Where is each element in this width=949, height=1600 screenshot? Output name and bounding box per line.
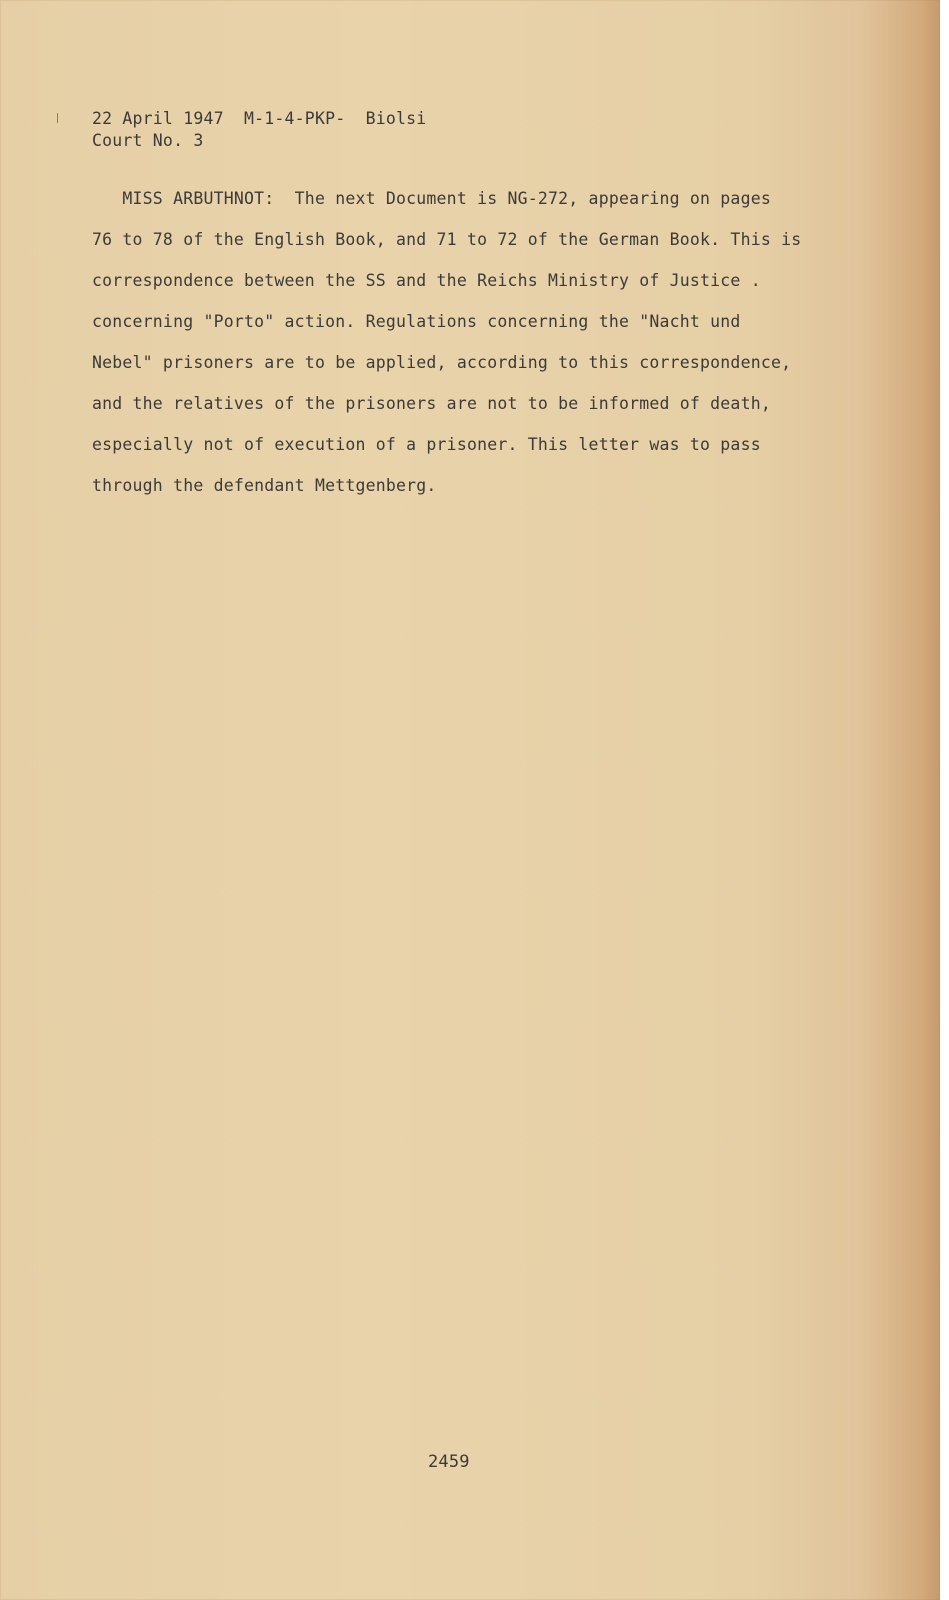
body-line: concerning "Porto" action. Regulations concerning the "Nacht und [92,312,741,331]
header-date-line: 22 April 1947 M-1-4-PKP- Biolsi [92,109,427,128]
transcript-body [92,188,812,516]
document-header [92,108,426,152]
body-line: especially not of execution of a prisoner. This letter was to pass [92,435,761,454]
page-number: 2459 [428,1452,470,1472]
body-line: correspondence between the SS and the Reichs Ministry of Justice . [92,271,761,290]
body-line: through the defendant Mettgenberg. [92,476,437,495]
margin-mark [57,113,58,123]
body-line: MISS ARBUTHNOT: The next Document is NG-272, appearing on pages [92,189,771,208]
body-line: Nebel" prisoners are to be applied, according to this correspondence, [92,353,792,372]
page-margin [940,0,949,1600]
body-line: and the relatives of the prisoners are not to be informed of death, [92,394,771,413]
body-line: 76 to 78 of the English Book, and 71 to 72 of the German Book. This is [92,230,802,249]
header-court-line: Court No. 3 [92,131,204,150]
